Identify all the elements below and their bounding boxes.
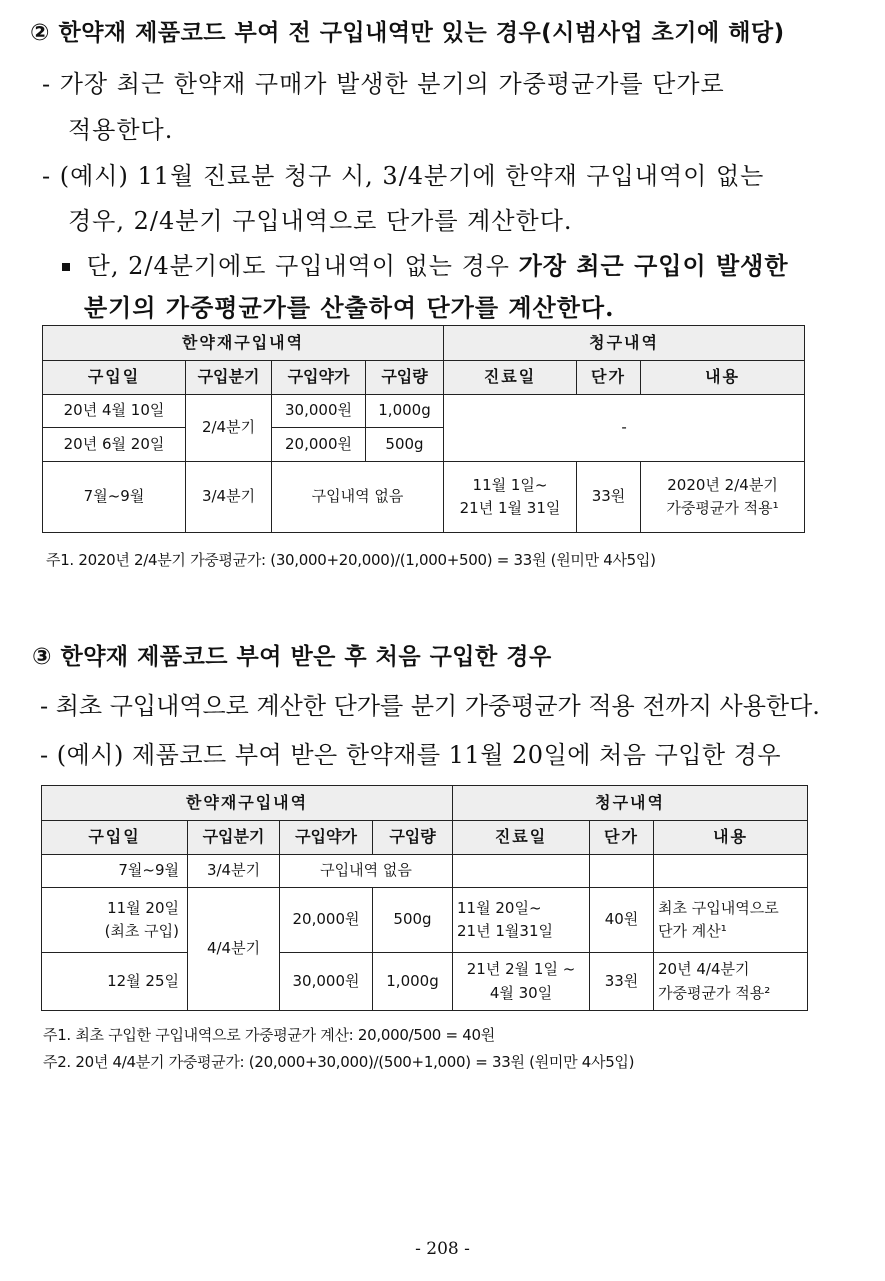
cell-line: 단가 계산¹ bbox=[658, 922, 727, 940]
paragraph-line: 경우, 2/4분기 구입내역으로 단가를 계산한다. bbox=[68, 207, 573, 235]
column-header: 내용 bbox=[654, 821, 808, 855]
cell-line: 2020년 2/4분기 bbox=[667, 475, 778, 494]
page-number: - 208 - bbox=[415, 1239, 470, 1259]
table-cell: 3/4분기 bbox=[188, 855, 280, 888]
table-cell bbox=[641, 462, 805, 533]
table-cell bbox=[654, 888, 808, 953]
table-cell bbox=[453, 888, 590, 953]
sub-bullet-line bbox=[62, 246, 789, 281]
table-cell: 2/4분기 bbox=[186, 395, 272, 462]
table-cell: 구입내역 없음 bbox=[280, 855, 453, 888]
column-header: 구입분기 bbox=[186, 361, 272, 395]
cell-line: 21년 2월 1일 ~ bbox=[466, 960, 576, 979]
example-table-1 bbox=[42, 325, 805, 533]
table-row bbox=[43, 462, 805, 533]
table-cell: 33원 bbox=[577, 462, 641, 533]
sub-bullet-emphasis: 가장 최근 구입이 발생한 bbox=[518, 251, 789, 280]
table-cell: 20년 6월 20일 bbox=[43, 428, 186, 462]
table-row bbox=[42, 855, 808, 888]
column-header: 구입일 bbox=[42, 821, 188, 855]
column-header: 진료일 bbox=[444, 361, 577, 395]
group-header: 청구내역 bbox=[453, 786, 808, 821]
table-cell: 33원 bbox=[590, 953, 654, 1011]
table-cell bbox=[654, 953, 808, 1011]
column-header: 진료일 bbox=[453, 821, 590, 855]
cell-line: 가중평균가 적용¹ bbox=[666, 499, 779, 517]
cell-line: 11월 1일~ bbox=[472, 475, 548, 494]
group-header: 청구내역 bbox=[444, 326, 805, 361]
cell-line: 11월 20일 bbox=[107, 898, 179, 917]
example-table-2 bbox=[41, 785, 808, 1011]
cell-line: 20년 4/4분기 bbox=[658, 960, 750, 979]
cell-line: 최초 구입내역으로 bbox=[658, 898, 779, 917]
table-cell: 7월~9월 bbox=[43, 462, 186, 533]
table-cell bbox=[654, 855, 808, 888]
table-cell: 20,000원 bbox=[272, 428, 366, 462]
footnote: 주1. 최초 구입한 구입내역으로 가중평균가 계산: 20,000/500 = 40원 bbox=[43, 1026, 495, 1044]
group-header: 한약재구입내역 bbox=[43, 326, 444, 361]
section-heading: ② 한약재 제품코드 부여 전 구입내역만 있는 경우(시범사업 초기에 해당) bbox=[30, 20, 785, 46]
paragraph-line: 적용한다. bbox=[68, 116, 174, 144]
column-header: 구입약가 bbox=[280, 821, 373, 855]
paragraph-line: - (예시) 제품코드 부여 받은 한약재를 11월 20일에 처음 구입한 경우 bbox=[40, 741, 782, 769]
table-cell: 30,000원 bbox=[280, 953, 373, 1011]
cell-line: 가중평균가 적용² bbox=[658, 983, 771, 1002]
table-cell: 20,000원 bbox=[280, 888, 373, 953]
cell-line: 4월 30일 bbox=[489, 983, 553, 1002]
square-bullet-icon bbox=[62, 263, 70, 271]
table-cell bbox=[42, 888, 188, 953]
table-cell: 20년 4월 10일 bbox=[43, 395, 186, 428]
column-header: 구입일 bbox=[43, 361, 186, 395]
sub-bullet-emphasis: 분기의 가중평균가를 산출하여 단가를 계산한다. bbox=[84, 293, 615, 322]
column-header: 내용 bbox=[641, 361, 805, 395]
table-cell: 500g bbox=[373, 888, 453, 953]
footnote: 주2. 20년 4/4분기 가중평균가: (20,000+30,000)/(500+1,000) = 33원 (원미만 4사5입) bbox=[43, 1053, 635, 1071]
table-cell: 30,000원 bbox=[272, 395, 366, 428]
table-cell: 40원 bbox=[590, 888, 654, 953]
table-cell: 7월~9월 bbox=[42, 855, 188, 888]
cell-line: (최초 구입) bbox=[104, 922, 179, 940]
footnote: 주1. 2020년 2/4분기 가중평균가: (30,000+20,000)/(1,000+500) = 33원 (원미만 4사5입) bbox=[46, 551, 656, 569]
table-cell: 3/4분기 bbox=[186, 462, 272, 533]
column-header: 구입약가 bbox=[272, 361, 366, 395]
column-header: 구입량 bbox=[373, 821, 453, 855]
table-row bbox=[42, 953, 808, 1011]
table-cell: 구입내역 없음 bbox=[272, 462, 444, 533]
cell-line: 21년 1월31일 bbox=[457, 922, 553, 940]
table-cell: 500g bbox=[366, 428, 444, 462]
table-cell bbox=[453, 855, 590, 888]
column-header: 구입량 bbox=[366, 361, 444, 395]
paragraph-line: - 가장 최근 한약재 구매가 발생한 분기의 가중평균가를 단가로 bbox=[42, 70, 725, 98]
cell-line: 21년 1월 31일 bbox=[459, 499, 561, 517]
table-row bbox=[43, 395, 805, 428]
cell-line: 11월 20일~ bbox=[457, 898, 542, 917]
column-header: 단가 bbox=[590, 821, 654, 855]
table-cell: 12월 25일 bbox=[42, 953, 188, 1011]
table-cell bbox=[444, 462, 577, 533]
section-heading: ③ 한약재 제품코드 부여 받은 후 처음 구입한 경우 bbox=[32, 644, 552, 670]
table-cell bbox=[453, 953, 590, 1011]
table-cell bbox=[590, 855, 654, 888]
column-header: 단가 bbox=[577, 361, 641, 395]
paragraph-line: - (예시) 11월 진료분 청구 시, 3/4분기에 한약재 구입내역이 없는 bbox=[42, 162, 765, 190]
column-header: 구입분기 bbox=[188, 821, 280, 855]
table-cell: 1,000g bbox=[373, 953, 453, 1011]
group-header: 한약재구입내역 bbox=[42, 786, 453, 821]
paragraph-line: - 최초 구입내역으로 계산한 단가를 분기 가중평균가 적용 전까지 사용한다. bbox=[40, 692, 820, 720]
table-cell: 1,000g bbox=[366, 395, 444, 428]
table-cell: 4/4분기 bbox=[188, 888, 280, 1011]
table-cell: - bbox=[444, 395, 805, 462]
table-row bbox=[42, 888, 808, 953]
sub-bullet-text: 단, 2/4분기에도 구입내역이 없는 경우 bbox=[86, 252, 519, 280]
